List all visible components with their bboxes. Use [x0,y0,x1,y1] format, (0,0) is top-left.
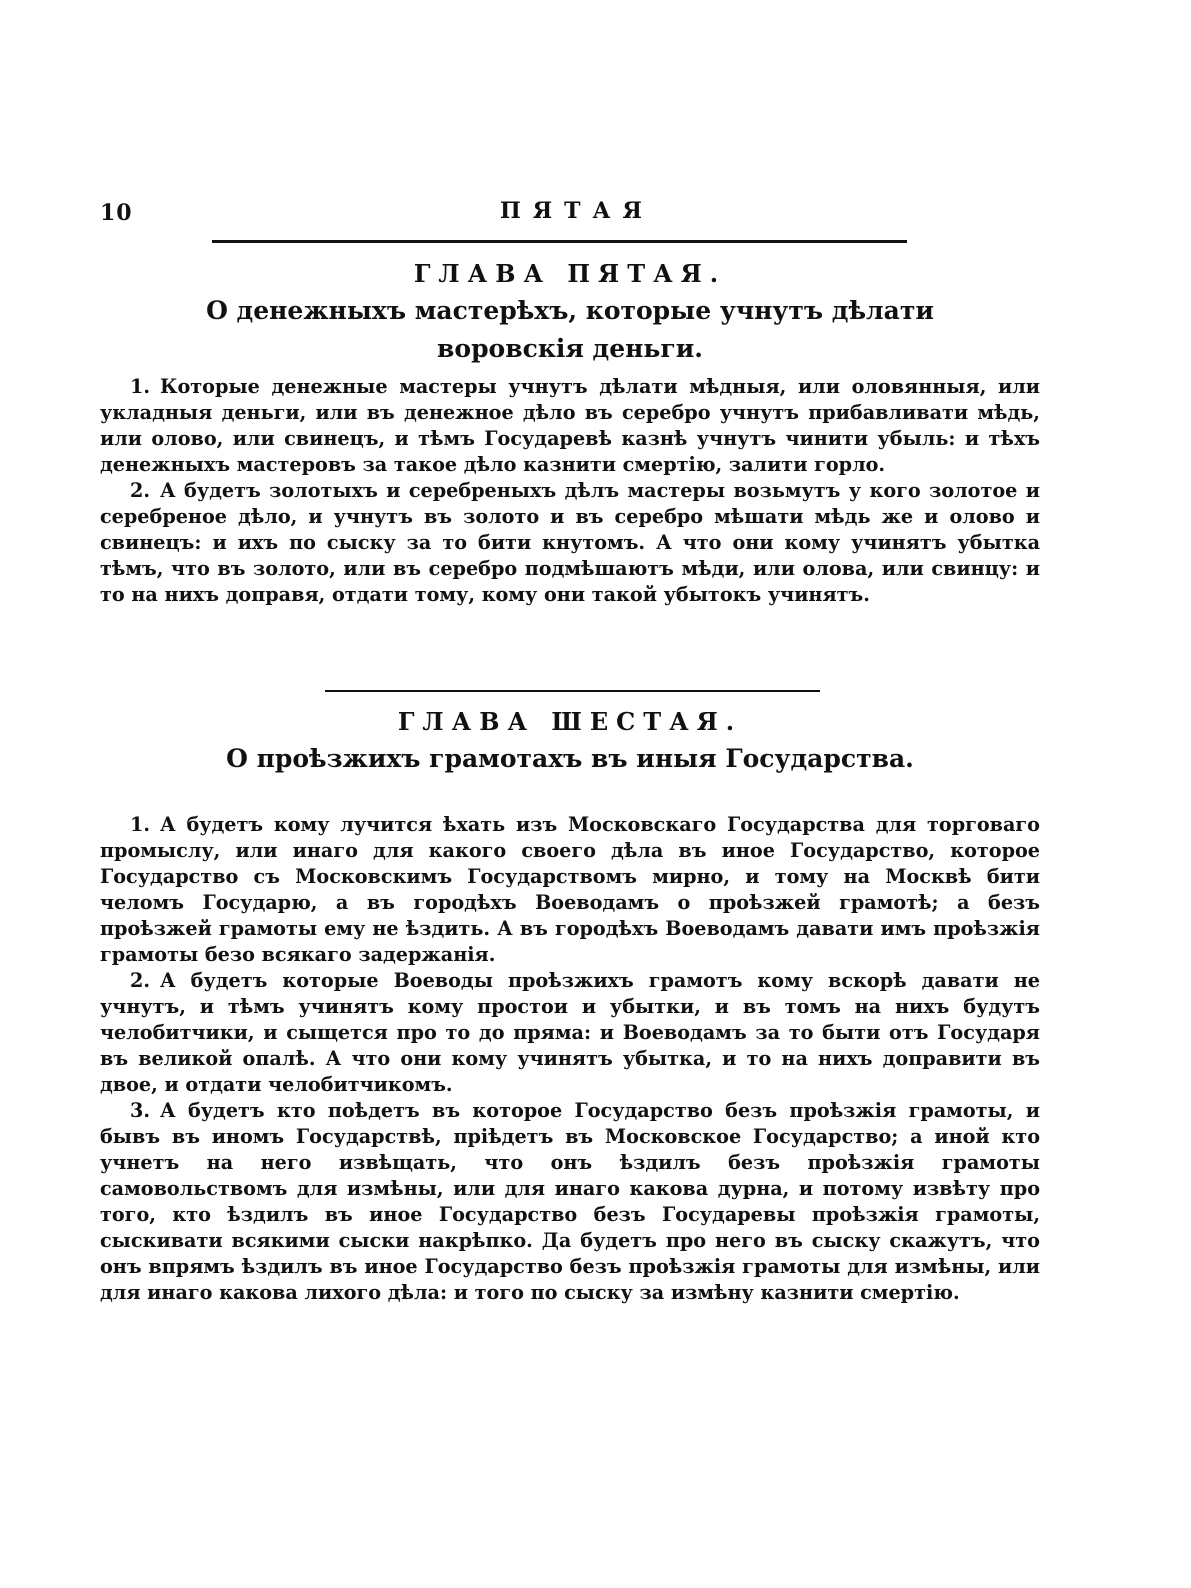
article-text: А будетъ которые Воеводы проѣзжихъ грамотъ кому вскорѣ давати не учнутъ, и тѣмъ учинятъ кому простои и убытки, и въ томъ на нихъ будутъ челобитчики, и сыщется про то до пряма: и Воеводамъ за то быти отъ Государя въ великой опалѣ. А что они кому учинятъ убытка, и то на нихъ доправити въ двое, и отдати челобитчикомъ. [100,969,1040,1096]
article [100,478,1040,608]
article-text: А будетъ кому лучится ѣхать изъ Московскаго Государства для торговаго промыслу, или инаго для какого своего дѣла въ иное Государство, которое Государство съ Московскимъ Государствомъ мирно, и тому на Москвѣ бити челомъ Государю, а въ городѣхъ Воеводамъ о проѣзжей грамотѣ; а безъ проѣзжей грамоты ему не ѣздить. А въ городѣхъ Воеводамъ давати имъ проѣзжія грамоты безо всякаго задержанія. [100,813,1040,966]
header-rule [212,240,907,243]
running-head: ПЯТАЯ [500,198,654,224]
chapter-heading: ГЛАВА ПЯТАЯ. [413,259,727,288]
article-number: 3. [130,1099,151,1122]
article [100,812,1040,968]
chapter-five [100,258,1040,608]
article-number: 2. [130,969,151,992]
article-number: 1. [130,375,151,398]
article-text: А будетъ кто поѣдетъ въ которое Государство безъ проѣзжія грамоты, и бывъ въ иномъ Государствѣ, пріѣдетъ въ Московское Государство; а иной кто учнетъ на него извѣщать, что онъ ѣздилъ безъ проѣзжія грамоты самовольствомъ для измѣны, или для инаго какова дурна, и потому извѣту про того, кто ѣздилъ въ иное Государство безъ Государевы проѣзжія грамоты, сыскивати всякими сыски накрѣпко. Да будетъ про него въ сыску скажутъ, что онъ впрямъ ѣздилъ въ иное Государство безъ проѣзжія грамоты для измѣны, или для инаго какова лихого дѣла: и того по сыску за измѣну казнити смертію. [100,1099,1040,1304]
page-number: 10 [100,200,133,226]
chapter-six [100,706,1040,1306]
article [100,968,1040,1098]
chapter-title: О денежныхъ мастерѣхъ, которые учнутъ дѣлати воровскія деньги. [206,296,934,363]
article-number: 2. [130,479,151,502]
chapter-separator-rule [325,690,820,692]
article [100,1098,1040,1306]
article-text: Которые денежные мастеры учнутъ дѣлати мѣдныя, или оловянныя, или укладныя деньги, или въ денежное дѣло въ серебро учнутъ прибавливати мѣдь, или олово, или свинецъ, и тѣмъ Государевѣ казнѣ учнутъ чинити убыль: и тѣхъ денежныхъ мастеровъ за такое дѣло казнити смертію, залити горло. [100,375,1040,476]
article-number: 1. [130,813,151,836]
article [100,374,1040,478]
article-list [100,812,1040,1306]
chapter-title: О проѣзжихъ грамотахъ въ иныя Государства. [226,744,914,773]
chapter-heading: ГЛАВА ШЕСТАЯ. [397,707,743,736]
article-list [100,374,1040,608]
article-text: А будетъ золотыхъ и серебреныхъ дѣлъ мастеры возьмутъ у кого золотое и серебреное дѣло, и учнутъ въ золото и въ серебро мѣшати мѣдь же и олово и свинецъ: и ихъ по сыску за то бити кнутомъ. А что они кому учинятъ убытка тѣмъ, что въ золото, или въ серебро подмѣшаютъ мѣди, или олова, или свинцу: и то на нихъ доправя, отдати тому, кому они такой убытокъ учинятъ. [100,479,1040,606]
